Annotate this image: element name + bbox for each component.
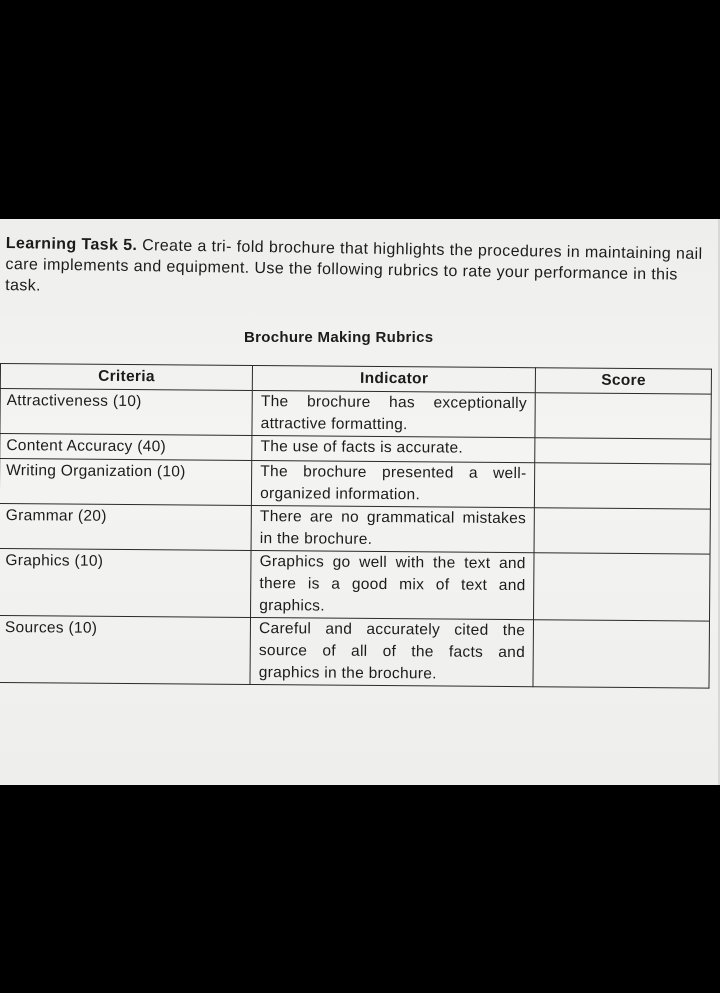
criteria-cell: Grammar (20): [0, 503, 252, 550]
task-lead: Learning Task 5.: [5, 234, 138, 255]
task-instructions: [5, 233, 706, 307]
score-cell[interactable]: [535, 438, 711, 464]
rubric-title: Brochure Making Rubrics: [244, 329, 434, 346]
table-row: [0, 615, 709, 688]
indicator-cell: Graphics go well with the text and there is a good mix of text and graphics.: [251, 550, 535, 619]
criteria-cell: Graphics (10): [0, 548, 251, 617]
table-row: [0, 548, 710, 621]
worksheet-page: [0, 219, 720, 785]
criteria-cell: Sources (10): [0, 615, 251, 684]
score-cell[interactable]: [534, 508, 710, 554]
criteria-cell: Attractiveness (10): [0, 389, 252, 436]
table-row: [0, 459, 711, 510]
indicator-cell: Careful and accurately cited the source of all of the facts and graphics in the brochure.: [250, 617, 534, 686]
criteria-cell: Writing Organization (10): [0, 459, 252, 506]
rubric-table: [0, 363, 712, 689]
table-row: [0, 389, 711, 440]
task-text: Create a tri- fold brochure that highlights the procedures in maintaining nail care implements and equipment. Use the following rubrics to rate your performance in this task.: [5, 237, 703, 295]
score-cell[interactable]: [535, 463, 711, 509]
score-cell[interactable]: [533, 620, 709, 688]
score-cell[interactable]: [535, 393, 711, 439]
criteria-header: Criteria: [0, 364, 252, 391]
score-cell[interactable]: [534, 553, 710, 621]
indicator-cell: The brochure has exceptionally attractive formatting.: [252, 390, 536, 437]
indicator-cell: The brochure presented a well-organized information.: [252, 460, 536, 507]
criteria-cell: Content Accuracy (40): [0, 434, 252, 461]
score-header: Score: [536, 368, 712, 394]
indicator-cell: The use of facts is accurate.: [252, 435, 535, 462]
indicator-header: Indicator: [252, 365, 535, 392]
table-row: [0, 503, 710, 554]
indicator-cell: There are no grammatical mistakes in the brochure.: [251, 505, 535, 552]
